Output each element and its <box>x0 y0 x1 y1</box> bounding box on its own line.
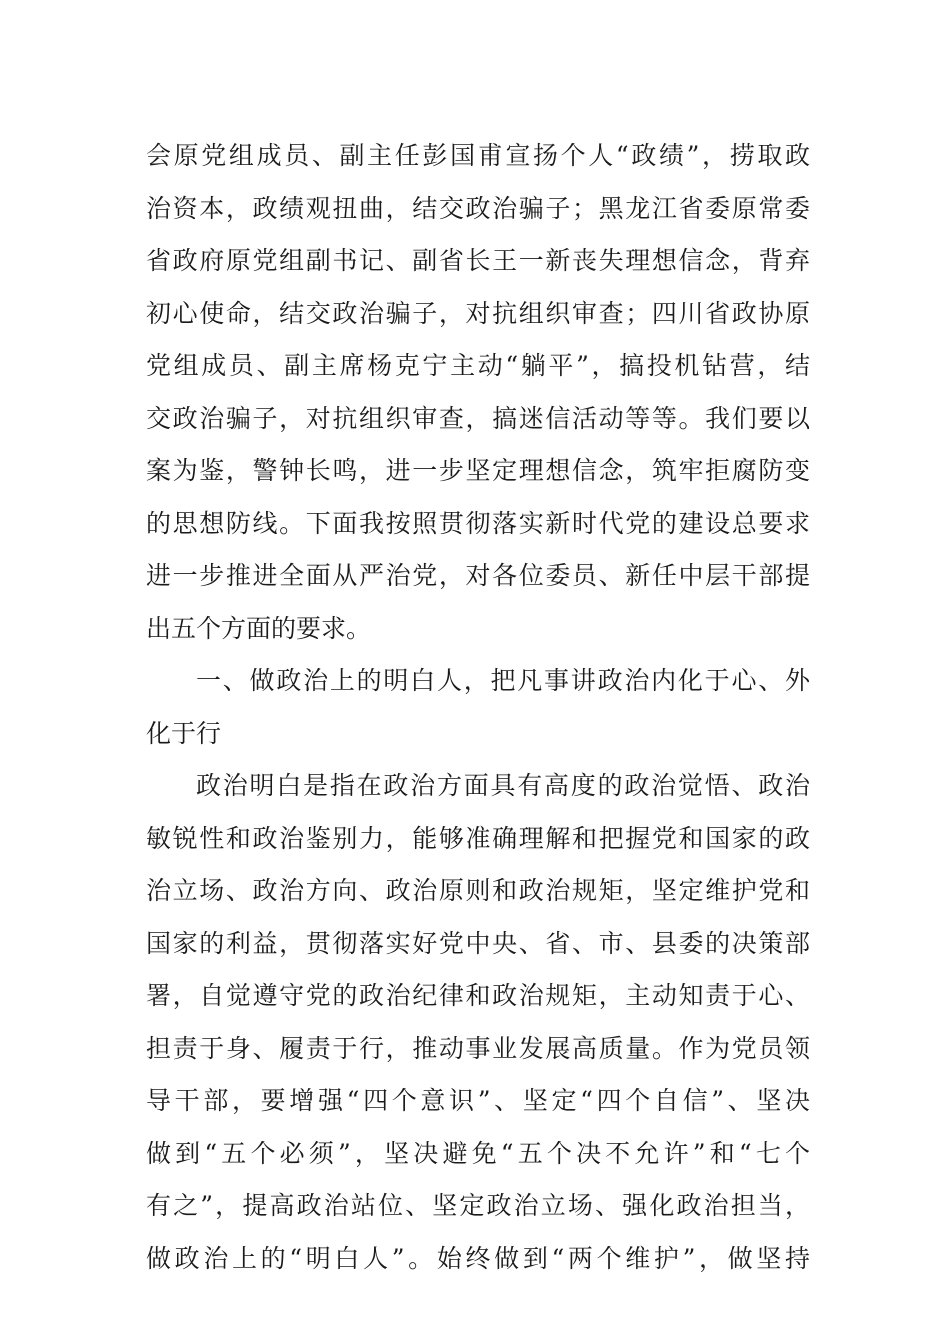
text-line: 出五个方面的要求。 <box>146 613 372 643</box>
text-line: 的思想防线。下面我按照贯彻落实新时代党的建设总要求 <box>146 508 810 538</box>
text-line: 初心使命，结交政治骗子，对抗组织审查；四川省政协原 <box>146 298 810 328</box>
section-heading-line: 化于行 <box>146 718 222 748</box>
text-line: 有之”，提高政治站位、坚定政治立场、强化政治担当， <box>146 1191 810 1220</box>
text-line: 政治明白是指在政治方面具有高度的政治觉悟、政治 <box>196 771 810 800</box>
document-body <box>146 130 810 1285</box>
text-line: 进一步推进全面从严治党，对各位委员、新任中层干部提 <box>146 561 810 590</box>
text-line: 治资本，政绩观扭曲，结交政治骗子；黑龙江省委原常委 <box>146 193 810 223</box>
text-line: 会原党组成员、副主任彭国甫宣扬个人“政绩”，捞取政 <box>146 141 810 170</box>
text-line: 党组成员、副主席杨克宁主动“躺平”，搞投机钻营，结 <box>146 351 810 380</box>
text-line: 担责于身、履责于行，推动事业发展高质量。作为党员领 <box>146 1033 810 1063</box>
section-heading-line: 一、做政治上的明白人，把凡事讲政治内化于心、外 <box>196 666 810 695</box>
text-line: 敏锐性和政治鉴别力，能够准确理解和把握党和国家的政 <box>146 823 810 853</box>
text-line: 导干部，要增强“四个意识”、坚定“四个自信”、坚决 <box>146 1086 810 1115</box>
text-line: 案为鉴，警钟长鸣，进一步坚定理想信念，筑牢拒腐防变 <box>146 456 810 485</box>
text-line: 做政治上的“明白人”。始终做到“两个维护”，做坚持 <box>146 1243 810 1273</box>
text-line: 省政府原党组副书记、副省长王一新丧失理想信念，背弃 <box>146 246 810 275</box>
text-line: 交政治骗子，对抗组织审查，搞迷信活动等等。我们要以 <box>146 403 810 433</box>
text-line: 治立场、政治方向、政治原则和政治规矩，坚定维护党和 <box>146 876 810 905</box>
text-line: 做到“五个必须”，坚决避免“五个决不允许”和“七个 <box>146 1138 810 1168</box>
text-line: 国家的利益，贯彻落实好党中央、省、市、县委的决策部 <box>146 928 810 958</box>
text-line: 署，自觉遵守党的政治纪律和政治规矩，主动知责于心、 <box>146 981 810 1010</box>
